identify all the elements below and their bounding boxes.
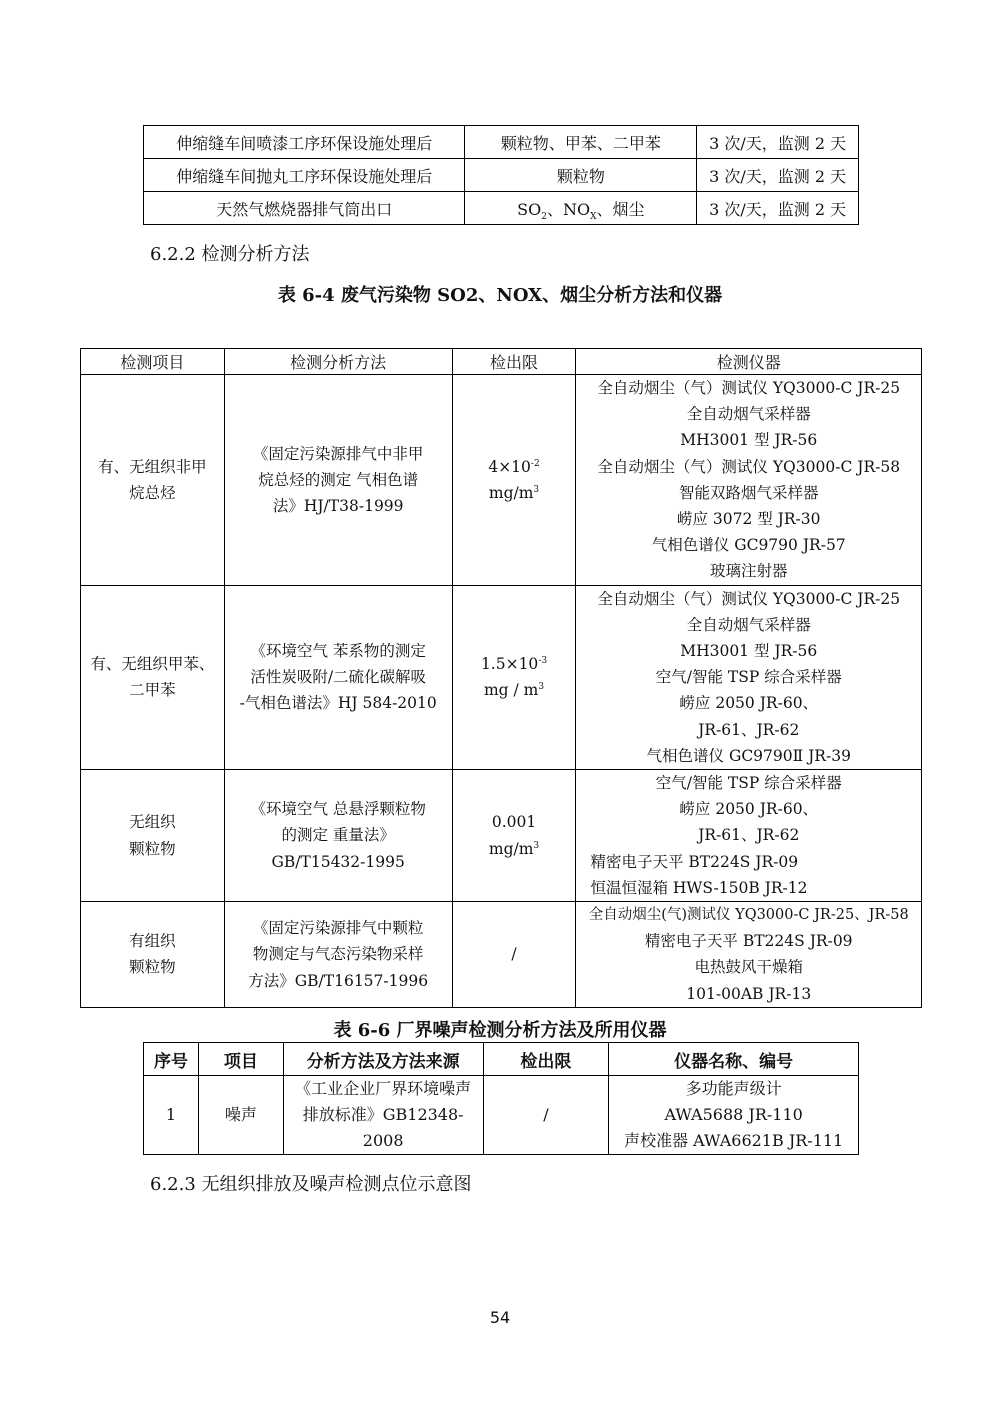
frequency-cell: 3 次/天，监测 2 天 (697, 126, 859, 159)
instrument-cell: 全自动烟尘（气）测试仪 YQ3000-C JR-25 全自动烟气采样器 MH3001 型 JR-56 全自动烟尘（气）测试仪 YQ3000-C JR-58 智能双路烟气采样器 崂应 3072 型 JR-30 气相色谱仪 GC9790 JR-57 玻璃注射器 (576, 375, 922, 586)
table-row (81, 770, 922, 902)
limit-cell: / (452, 902, 576, 1008)
method-cell: 《环境空气 总悬浮颗粒物 的测定 重量法》 GB/T15432-1995 (224, 770, 452, 902)
table-6-6-title: 表 6-6 厂界噪声检测分析方法及所用仪器 (333, 1020, 667, 1041)
column-header: 检测分析方法 (224, 349, 452, 375)
item-cell: 噪声 (198, 1076, 283, 1155)
page-number: 54 (489, 1308, 511, 1327)
column-header: 检出限 (452, 349, 576, 375)
instrument-cell: 全自动烟尘（气）测试仪 YQ3000-C JR-25 全自动烟气采样器 MH3001 型 JR-56 空气/智能 TSP 综合采样器 崂应 2050 JR-60、 JR-61、JR-62 气相色谱仪 GC9790Ⅱ JR-39 (576, 585, 922, 769)
serial-number-cell: 1 (144, 1076, 199, 1155)
items-cell: $SO_2$、$NO_X$、烟尘 (465, 192, 697, 225)
location-cell: 天然气燃烧器排气筒出口 (144, 192, 465, 225)
method-cell: 《环境空气 苯系物的测定 活性炭吸附/二硫化碳解吸 -气相色谱法》HJ 584-2010 (224, 585, 452, 769)
table-6-4-title: 表 6-4 废气污染物 SO2、NOX、烟尘分析方法和仪器 (277, 285, 723, 306)
table-row (81, 375, 922, 586)
column-header: 序号 (144, 1043, 199, 1076)
table-header-row (144, 1043, 859, 1076)
column-header: 检出限 (483, 1043, 609, 1076)
method-cell: 《固定污染源排气中非甲 烷总烃的测定 气相色谱 法》HJ/T38-1999 (224, 375, 452, 586)
table-row (81, 902, 922, 1008)
location-cell: 伸缩缝车间抛丸工序环保设施处理后 (144, 159, 465, 192)
instrument-cell: 多功能声级计 AWA5688 JR-110 声校准器 AWA6621B JR-111 (609, 1076, 859, 1155)
items-cell: 颗粒物、甲苯、二甲苯 (465, 126, 697, 159)
section-heading-6-2-2: 6.2.2 检测分析方法 (150, 244, 310, 265)
method-cell: 《工业企业厂界环境噪声 排放标准》GB12348-2008 (283, 1076, 483, 1155)
instrument-cell: 空气/智能 TSP 综合采样器 崂应 2050 JR-60、 JR-61、JR-62 精密电子天平 BT224S JR-09 恒温恒湿箱 HWS-150B JR-12 (576, 770, 922, 902)
table-row (81, 585, 922, 769)
item-cell: 无组织 颗粒物 (81, 770, 225, 902)
frequency-cell: 3 次/天，监测 2 天 (697, 192, 859, 225)
column-header: 检测仪器 (576, 349, 922, 375)
table-row (144, 192, 859, 225)
instrument-cell: 全自动烟尘(气)测试仪 YQ3000-C JR-25、JR-58 精密电子天平 BT224S JR-09 电热鼓风干燥箱 101-00AB JR-13 (576, 902, 922, 1008)
location-cell: 伸缩缝车间喷漆工序环保设施处理后 (144, 126, 465, 159)
noise-methods-table (143, 1042, 859, 1155)
table-row (144, 159, 859, 192)
column-header: 分析方法及方法来源 (283, 1043, 483, 1076)
analysis-methods-table (80, 348, 922, 1008)
monitoring-schedule-table (143, 125, 859, 225)
item-cell: 有、无组织非甲 烷总烃 (81, 375, 225, 586)
item-cell: 有组织 颗粒物 (81, 902, 225, 1008)
column-header: 检测项目 (81, 349, 225, 375)
section-heading-6-2-3: 6.2.3 无组织排放及噪声检测点位示意图 (150, 1174, 472, 1195)
table-row (144, 1076, 859, 1155)
column-header: 项目 (198, 1043, 283, 1076)
method-cell: 《固定污染源排气中颗粒 物测定与气态污染物采样 方法》GB/T16157-1996 (224, 902, 452, 1008)
limit-cell: $1.5\times 10^{-3}$ mg / $m^3$ (452, 585, 576, 769)
limit-cell: / (483, 1076, 609, 1155)
items-cell: 颗粒物 (465, 159, 697, 192)
frequency-cell: 3 次/天，监测 2 天 (697, 159, 859, 192)
item-cell: 有、无组织甲苯、 二甲苯 (81, 585, 225, 769)
limit-cell: 0.001 $mg/m^3$ (452, 770, 576, 902)
limit-cell: $4\times 10^{-2}$ $mg/m^3$ (452, 375, 576, 586)
column-header: 仪器名称、编号 (609, 1043, 859, 1076)
table-header-row (81, 349, 922, 375)
table-row (144, 126, 859, 159)
